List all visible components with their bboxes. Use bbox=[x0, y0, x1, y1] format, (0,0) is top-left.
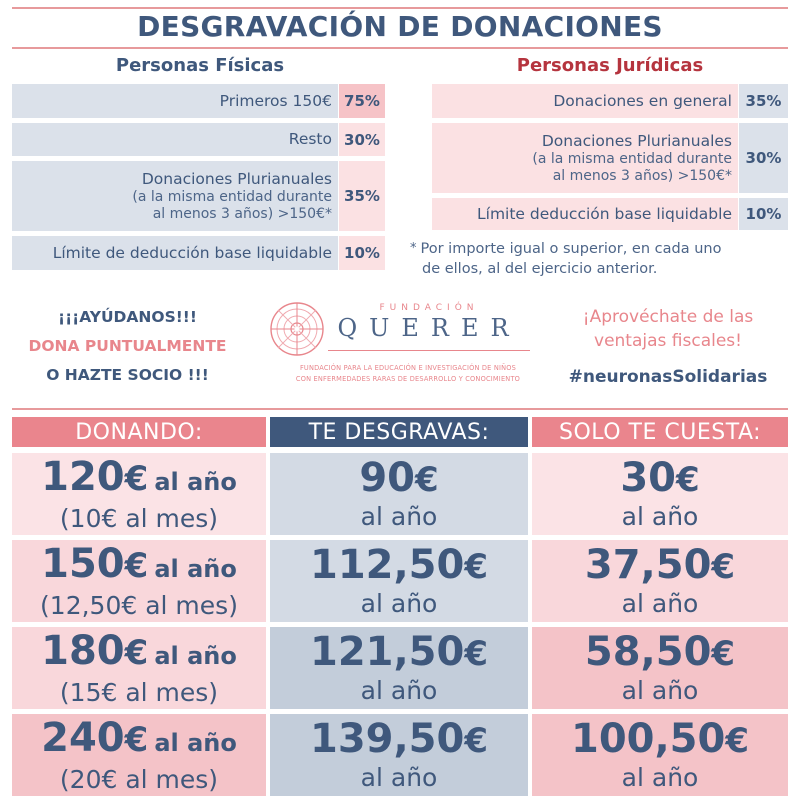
cuesta-amount: 30 bbox=[620, 455, 676, 501]
annual-label: al año bbox=[154, 641, 237, 670]
row-label-text: Resto bbox=[288, 130, 332, 148]
euro-unit: € bbox=[725, 721, 750, 761]
promo-left bbox=[0, 303, 255, 390]
juridicas-row-label bbox=[432, 123, 738, 193]
cuesta-cell bbox=[532, 627, 788, 709]
desgravas-cell bbox=[270, 453, 528, 535]
donando-amount: 180 bbox=[41, 627, 125, 674]
fisicas-row-label bbox=[12, 123, 338, 156]
row-label-text: Donaciones en general bbox=[553, 91, 732, 110]
donando-amount: 120 bbox=[41, 453, 125, 500]
euro-unit: € bbox=[124, 632, 149, 673]
euro-unit: € bbox=[415, 460, 439, 500]
fisicas-row-pct: 10% bbox=[339, 236, 385, 270]
promo-ventajas: ventajas fiscales! bbox=[594, 331, 742, 351]
juridicas-row-limite bbox=[432, 198, 788, 230]
header-donando: DONANDO: bbox=[12, 417, 266, 447]
juridicas-row-plurianuales bbox=[432, 123, 788, 193]
cuesta-amount: 100,50 bbox=[570, 716, 726, 762]
logo-querer: QUERER bbox=[337, 314, 521, 342]
annual-label: al año bbox=[621, 763, 699, 792]
promo-ayudanos: ¡¡¡AYÚDANOS!!! bbox=[58, 308, 197, 326]
header-solo-te-cuesta: SOLO TE CUESTA: bbox=[532, 417, 788, 447]
row-label-text: Donaciones Plurianuales bbox=[141, 169, 332, 188]
juridicas-row-label bbox=[432, 198, 738, 230]
cuesta-cell bbox=[532, 714, 788, 796]
promo-dona: DONA PUNTUALMENTE bbox=[28, 337, 227, 355]
logo-tagline: CON ENFERMEDADES RARAS DE DESARROLLO Y CONOCIMIENTO bbox=[295, 375, 521, 383]
fisicas-row-resto bbox=[12, 123, 385, 156]
donando-cell bbox=[12, 627, 266, 709]
annual-label: al año bbox=[621, 676, 699, 705]
page-title: DESGRAVACIÓN DE DONACIONES bbox=[137, 10, 663, 43]
desgravas-amount: 121,50 bbox=[309, 629, 465, 675]
row-sublabel-text: (a la misma entidad durante bbox=[532, 150, 732, 167]
row-sublabel-text: al menos 3 años) >150€* bbox=[152, 205, 332, 222]
donando-cell bbox=[12, 714, 266, 796]
logo-fundacion: FUNDACIÓN bbox=[379, 303, 479, 313]
fundacion-querer-logo bbox=[268, 300, 536, 392]
annual-label: al año bbox=[154, 554, 237, 583]
donando-cell bbox=[12, 540, 266, 622]
desgravas-cell bbox=[270, 540, 528, 622]
juridicas-row-pct: 35% bbox=[739, 84, 788, 118]
euro-unit: € bbox=[464, 721, 489, 761]
cuesta-amount: 37,50 bbox=[584, 542, 712, 588]
annual-label: al año bbox=[360, 589, 438, 618]
monthly-amount: (12,50€ al mes) bbox=[40, 590, 238, 620]
juridicas-row-pct: 10% bbox=[739, 198, 788, 230]
desgravas-cell bbox=[270, 627, 528, 709]
fisicas-row-label bbox=[12, 236, 338, 270]
annual-label: al año bbox=[360, 502, 438, 531]
monthly-amount: (20€ al mes) bbox=[59, 764, 219, 794]
desgravas-amount: 112,50 bbox=[309, 542, 465, 588]
euro-unit: € bbox=[711, 634, 736, 674]
cuesta-cell bbox=[532, 540, 788, 622]
euro-unit: € bbox=[676, 460, 700, 500]
annual-label: al año bbox=[154, 728, 237, 757]
euro-unit: € bbox=[464, 634, 489, 674]
donando-cell bbox=[12, 453, 266, 535]
desgravas-amount: 90 bbox=[359, 455, 415, 501]
juridicas-row-general bbox=[432, 84, 788, 118]
personas-juridicas-title: Personas Jurídicas bbox=[516, 55, 704, 76]
annual-label: al año bbox=[360, 763, 438, 792]
top-divider bbox=[12, 7, 788, 9]
annual-label: al año bbox=[360, 676, 438, 705]
annual-label: al año bbox=[621, 589, 699, 618]
annual-label: al año bbox=[154, 467, 237, 496]
euro-unit: € bbox=[464, 547, 489, 587]
annual-label: al año bbox=[621, 502, 699, 531]
fisicas-row-limite bbox=[12, 236, 385, 270]
fisicas-row-label bbox=[12, 161, 338, 231]
row-sublabel-text: (a la misma entidad durante bbox=[132, 188, 332, 205]
fisicas-row-pct: 30% bbox=[339, 123, 385, 156]
footnote-line: de ellos, al del ejercicio anterior. bbox=[422, 261, 658, 277]
juridicas-row-pct: 30% bbox=[739, 123, 788, 193]
monthly-amount: (10€ al mes) bbox=[59, 503, 219, 533]
table-top-divider bbox=[12, 408, 788, 410]
donando-amount: 240 bbox=[41, 714, 125, 761]
row-label-text: Límite deducción base liquidable bbox=[477, 204, 732, 223]
row-label-text: Límite de deducción base liquidable bbox=[52, 243, 332, 262]
logo-tagline: FUNDACIÓN PARA LA EDUCACIÓN E INVESTIGACIÓN DE NIÑOS bbox=[299, 364, 517, 372]
cuesta-amount: 58,50 bbox=[584, 629, 712, 675]
euro-unit: € bbox=[711, 547, 736, 587]
hashtag: #neuronasSolidarias bbox=[568, 367, 768, 387]
promo-aprovechate: ¡Aprovéchate de las bbox=[582, 307, 754, 327]
promo-socio: O HAZTE SOCIO !!! bbox=[46, 366, 209, 384]
logo-rule bbox=[328, 350, 530, 351]
fisicas-row-plurianuales bbox=[12, 161, 385, 231]
fisicas-row-pct: 35% bbox=[339, 161, 385, 231]
personas-fisicas-title: Personas Físicas bbox=[115, 55, 285, 76]
row-label-text: Donaciones Plurianuales bbox=[541, 131, 732, 150]
promo-right bbox=[548, 305, 788, 387]
desgravas-cell bbox=[270, 714, 528, 796]
footnote-line: Por importe igual o superior, en cada uno bbox=[420, 241, 722, 257]
monthly-amount: (15€ al mes) bbox=[59, 677, 219, 707]
euro-unit: € bbox=[124, 458, 149, 499]
cuesta-cell bbox=[532, 453, 788, 535]
row-sublabel-text: al menos 3 años) >150€* bbox=[552, 167, 732, 184]
fisicas-row-primeros bbox=[12, 84, 385, 118]
header-te-desgravas: TE DESGRAVAS: bbox=[270, 417, 528, 447]
juridicas-row-label bbox=[432, 84, 738, 118]
donando-amount: 150 bbox=[41, 540, 125, 587]
desgravas-amount: 139,50 bbox=[309, 716, 465, 762]
footnote bbox=[410, 239, 790, 279]
row-label-text: Primeros 150€ bbox=[219, 91, 332, 110]
brain-icon bbox=[268, 300, 326, 358]
euro-unit: € bbox=[124, 719, 149, 760]
euro-unit: € bbox=[124, 545, 149, 586]
title-divider bbox=[12, 47, 788, 49]
footnote-star: * bbox=[410, 241, 417, 256]
fisicas-row-label bbox=[12, 84, 338, 118]
fisicas-row-pct: 75% bbox=[339, 84, 385, 118]
